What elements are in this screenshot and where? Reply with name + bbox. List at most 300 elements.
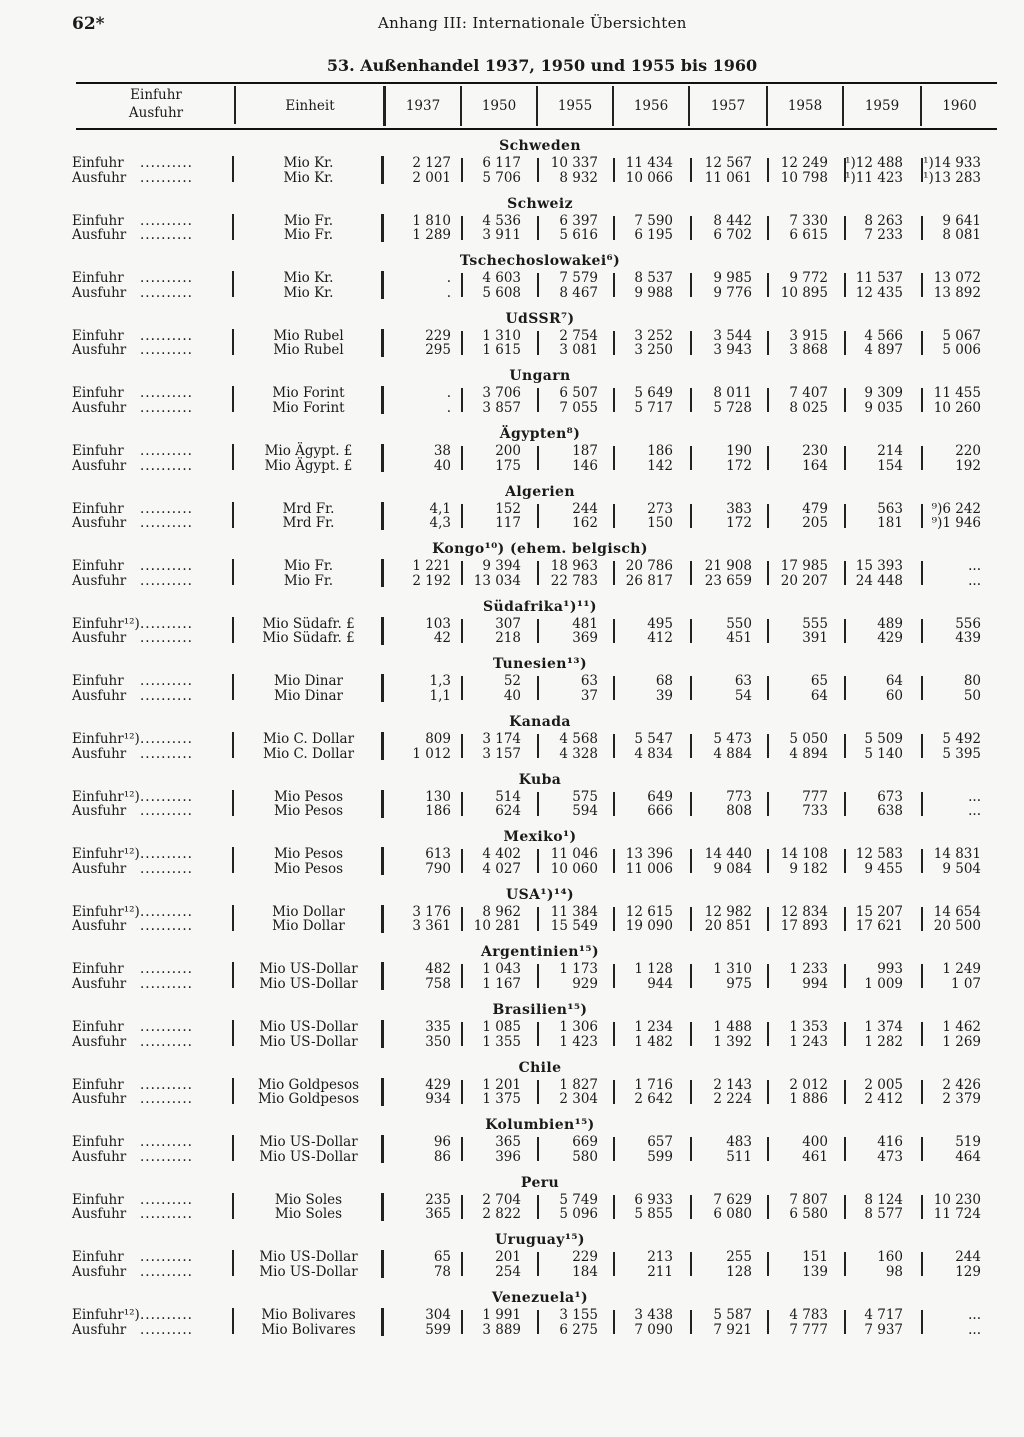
data-cell: . xyxy=(446,385,451,402)
data-cell: 10 895 xyxy=(780,284,828,301)
data-cell: 758 xyxy=(425,975,451,992)
data-cell: 23 659 xyxy=(704,572,752,589)
column-divider xyxy=(613,158,615,182)
data-cell: 391 xyxy=(802,630,828,647)
country-heading: UdSSR⁷) xyxy=(505,310,575,327)
data-cell: 8 025 xyxy=(789,399,828,416)
row-unit: Mio Dollar xyxy=(272,903,345,920)
data-cell: 11 455 xyxy=(933,385,981,402)
row-unit: Mio Bolivares xyxy=(261,1321,356,1338)
data-cell: 5 006 xyxy=(942,342,981,359)
data-cell: 4 897 xyxy=(864,342,903,359)
data-cell: 2 224 xyxy=(713,1091,752,1108)
data-cell: 8 537 xyxy=(634,270,673,287)
data-cell: 473 xyxy=(877,1148,903,1165)
data-cell: 40 xyxy=(433,457,451,474)
data-cell: 412 xyxy=(647,630,673,647)
column-divider xyxy=(921,1195,923,1219)
column-divider xyxy=(537,1195,539,1219)
data-cell: 483 xyxy=(726,1134,752,1151)
data-cell: 186 xyxy=(647,443,673,459)
leader-dots: .......... xyxy=(140,1019,193,1035)
column-divider xyxy=(844,849,846,873)
column-divider xyxy=(921,1137,923,1161)
data-cell: 11 537 xyxy=(855,270,903,287)
column-divider xyxy=(844,1310,846,1334)
column-divider xyxy=(613,1252,615,1276)
data-cell: 929 xyxy=(572,975,598,992)
column-divider xyxy=(537,734,539,758)
column-divider xyxy=(232,674,234,700)
data-cell: 1 353 xyxy=(789,1019,828,1035)
column-divider xyxy=(767,273,769,297)
data-cell: 657 xyxy=(647,1134,673,1151)
row-label: Ausfuhr xyxy=(72,515,127,532)
data-cell: 7 807 xyxy=(789,1191,828,1208)
data-cell: 10 260 xyxy=(933,399,981,416)
row-label: Ausfuhr xyxy=(72,803,127,820)
data-cell: 8 442 xyxy=(713,212,752,229)
data-cell: ... xyxy=(968,558,981,575)
data-cell: 1 810 xyxy=(412,212,451,229)
data-cell: 6 702 xyxy=(713,227,752,244)
data-cell: 7 777 xyxy=(789,1321,828,1338)
data-cell: 580 xyxy=(572,1148,598,1165)
column-divider xyxy=(613,561,615,585)
column-divider xyxy=(767,1137,769,1161)
column-divider xyxy=(461,1137,463,1161)
data-cell: 5 050 xyxy=(789,731,828,747)
leader-dots: .......... xyxy=(140,860,193,877)
data-cell: 4 027 xyxy=(482,860,521,877)
data-cell: 52 xyxy=(503,673,521,690)
data-cell: 190 xyxy=(726,443,752,459)
column-divider xyxy=(613,907,615,931)
column-divider xyxy=(767,1080,769,1104)
data-cell: 4 402 xyxy=(482,846,521,863)
header-year: 1960 xyxy=(942,98,977,114)
leader-dots: .......... xyxy=(140,1076,193,1093)
column-divider xyxy=(767,216,769,240)
data-cell: 9 455 xyxy=(864,860,903,877)
data-cell: 1 234 xyxy=(634,1019,673,1035)
column-divider xyxy=(381,444,384,472)
row-label: Einfuhr xyxy=(72,961,124,978)
column-divider xyxy=(690,1252,692,1276)
data-cell: 64 xyxy=(810,687,828,704)
data-cell: ¹)12 488 xyxy=(845,155,903,171)
column-divider xyxy=(537,792,539,816)
country-heading: Schweden xyxy=(499,138,581,154)
column-divider xyxy=(232,329,234,355)
row-label: Einfuhr xyxy=(72,1076,124,1093)
data-cell: 2 001 xyxy=(412,169,451,186)
data-cell: 22 783 xyxy=(550,572,598,589)
column-divider xyxy=(232,962,234,988)
data-cell: 205 xyxy=(802,515,828,532)
data-cell: 365 xyxy=(425,1206,451,1223)
data-cell: 464 xyxy=(955,1148,981,1165)
column-divider xyxy=(844,446,846,470)
data-cell: 1 375 xyxy=(482,1091,521,1108)
column-divider xyxy=(537,1252,539,1276)
data-cell: 5 749 xyxy=(559,1191,598,1208)
column-divider xyxy=(613,1080,615,1104)
data-cell: 666 xyxy=(647,803,673,820)
header-divider xyxy=(234,86,236,124)
column-divider xyxy=(921,504,923,528)
country-heading: Ägypten⁸) xyxy=(499,426,581,442)
column-divider xyxy=(921,331,923,355)
data-cell: 5 492 xyxy=(942,731,981,747)
data-cell: 3 706 xyxy=(482,385,521,402)
data-cell: 5 706 xyxy=(482,169,521,186)
data-cell: 519 xyxy=(955,1134,981,1151)
column-divider xyxy=(461,388,463,412)
data-cell: 3 544 xyxy=(713,327,752,344)
data-cell: 624 xyxy=(495,803,521,820)
data-cell: 1 827 xyxy=(559,1076,598,1093)
country-heading: Argentinien¹⁵) xyxy=(481,944,599,961)
column-divider xyxy=(921,619,923,643)
data-cell: 10 066 xyxy=(625,169,673,186)
data-cell: 10 798 xyxy=(780,169,828,186)
data-cell: 6 117 xyxy=(482,155,521,171)
column-divider xyxy=(767,158,769,182)
data-cell: 186 xyxy=(425,803,451,820)
header-year: 1959 xyxy=(864,98,900,114)
column-divider xyxy=(381,1308,384,1336)
column-divider xyxy=(690,504,692,528)
column-divider xyxy=(690,158,692,182)
row-unit: Mio Rubel xyxy=(273,327,344,344)
data-cell: 14 654 xyxy=(933,903,981,920)
data-cell: 4,3 xyxy=(429,515,451,532)
data-cell: 160 xyxy=(877,1249,903,1266)
data-cell: 201 xyxy=(495,1249,521,1266)
data-cell: 181 xyxy=(877,515,903,532)
data-cell: 416 xyxy=(877,1134,903,1151)
leader-dots: .......... xyxy=(140,1263,193,1280)
column-divider xyxy=(921,676,923,700)
column-divider xyxy=(690,964,692,988)
leader-dots: .......... xyxy=(140,1249,193,1266)
data-cell: 6 507 xyxy=(559,385,598,402)
row-unit: Mio Kr. xyxy=(283,284,334,301)
column-divider xyxy=(690,331,692,355)
data-cell: 7 233 xyxy=(864,227,903,244)
column-divider xyxy=(537,216,539,240)
column-divider xyxy=(844,619,846,643)
column-divider xyxy=(232,271,234,297)
country-heading: Kolumbien¹⁵) xyxy=(485,1117,595,1134)
country-heading: Peru xyxy=(520,1174,560,1191)
column-divider xyxy=(767,1022,769,1046)
data-cell: 461 xyxy=(802,1148,828,1165)
data-cell: 514 xyxy=(495,788,521,805)
row-label: Einfuhr xyxy=(72,1019,124,1035)
leader-dots: .......... xyxy=(140,1191,193,1208)
column-divider xyxy=(461,964,463,988)
column-divider xyxy=(537,676,539,700)
data-cell: 6 615 xyxy=(789,227,828,244)
data-cell: 975 xyxy=(726,975,752,992)
column-divider xyxy=(232,1078,234,1104)
column-divider xyxy=(613,1137,615,1161)
column-divider xyxy=(381,1193,384,1221)
column-divider xyxy=(690,619,692,643)
data-cell: 11 006 xyxy=(625,860,673,877)
data-cell: 3 252 xyxy=(634,327,673,344)
column-divider xyxy=(690,734,692,758)
leader-dots: .......... xyxy=(140,500,193,517)
column-divider xyxy=(537,158,539,182)
column-divider xyxy=(690,1310,692,1334)
data-cell: 3 174 xyxy=(482,731,521,747)
data-cell: 479 xyxy=(802,500,828,517)
leader-dots: .......... xyxy=(140,284,193,301)
row-unit: Mio Kr. xyxy=(283,155,334,171)
data-cell: 489 xyxy=(877,615,903,632)
header-year: 1937 xyxy=(405,98,441,114)
data-cell: 5 547 xyxy=(634,731,673,747)
data-cell: 14 440 xyxy=(704,846,752,863)
data-cell: 1 355 xyxy=(482,1033,521,1050)
country-heading: Algerien xyxy=(505,483,575,500)
data-cell: 1 423 xyxy=(559,1033,598,1050)
data-cell: 20 786 xyxy=(625,558,673,575)
column-divider xyxy=(537,964,539,988)
data-cell: 5 096 xyxy=(559,1206,598,1223)
column-divider xyxy=(767,734,769,758)
column-divider xyxy=(921,158,923,182)
data-cell: ¹)11 423 xyxy=(845,169,903,186)
data-cell: 7 407 xyxy=(789,385,828,402)
data-cell: 556 xyxy=(955,615,981,632)
data-cell: 1 374 xyxy=(864,1019,903,1035)
row-unit: Mio Pesos xyxy=(273,846,343,863)
data-cell: 599 xyxy=(647,1148,673,1165)
data-cell: 8 011 xyxy=(713,385,752,402)
data-cell: 613 xyxy=(425,846,451,863)
row-label: Einfuhr xyxy=(72,1191,124,1208)
leader-dots: .......... xyxy=(140,342,193,359)
data-cell: 54 xyxy=(734,687,752,704)
data-cell: 4 717 xyxy=(864,1307,903,1323)
column-divider xyxy=(381,329,384,357)
data-cell: 9 182 xyxy=(789,860,828,877)
row-label: Einfuhr xyxy=(72,385,124,402)
data-cell: 9 776 xyxy=(713,284,752,301)
row-unit: Mio Rubel xyxy=(273,342,344,359)
row-label: Einfuhr¹²) xyxy=(72,615,140,632)
data-cell: 4 568 xyxy=(559,731,598,747)
column-divider xyxy=(232,559,234,585)
data-cell: 669 xyxy=(572,1134,598,1151)
data-cell: 1,3 xyxy=(429,673,451,690)
data-cell: 1 009 xyxy=(864,975,903,992)
data-cell: 1 462 xyxy=(942,1019,981,1035)
data-cell: 17 893 xyxy=(780,918,828,935)
column-divider xyxy=(232,1308,234,1334)
data-cell: 4 566 xyxy=(864,327,903,344)
data-cell: 1 289 xyxy=(412,227,451,244)
row-label: Einfuhr¹²) xyxy=(72,788,140,805)
column-divider xyxy=(844,1022,846,1046)
data-cell: 3 868 xyxy=(789,342,828,359)
data-cell: 142 xyxy=(647,457,673,474)
column-divider xyxy=(381,847,384,875)
data-cell: 13 396 xyxy=(625,846,673,863)
data-cell: 117 xyxy=(495,515,521,532)
country-heading: Uruguay¹⁵) xyxy=(495,1232,585,1249)
data-cell: ... xyxy=(968,788,981,805)
leader-dots: .......... xyxy=(140,731,193,747)
leader-dots: .......... xyxy=(140,673,193,690)
data-cell: 3 911 xyxy=(482,227,521,244)
row-label: Einfuhr¹²) xyxy=(72,903,140,920)
column-divider xyxy=(844,1195,846,1219)
data-cell: 211 xyxy=(647,1263,673,1280)
data-cell: 2 192 xyxy=(412,572,451,589)
column-divider xyxy=(921,792,923,816)
data-cell: . xyxy=(446,270,451,287)
data-cell: 6 275 xyxy=(559,1321,598,1338)
column-divider xyxy=(690,273,692,297)
data-cell: 26 817 xyxy=(625,572,673,589)
data-cell: 103 xyxy=(425,615,451,632)
data-cell: 3 081 xyxy=(559,342,598,359)
column-divider xyxy=(767,1195,769,1219)
data-cell: 673 xyxy=(877,788,903,805)
column-divider xyxy=(690,1022,692,1046)
column-divider xyxy=(461,1310,463,1334)
data-cell: 15 393 xyxy=(855,558,903,575)
data-cell: 295 xyxy=(425,342,451,359)
row-label: Einfuhr xyxy=(72,443,124,459)
data-cell: 481 xyxy=(572,615,598,632)
data-cell: 187 xyxy=(572,443,598,459)
column-divider xyxy=(844,907,846,931)
data-cell: 396 xyxy=(495,1148,521,1165)
row-label: Einfuhr¹²) xyxy=(72,731,140,747)
data-cell: 5 395 xyxy=(942,745,981,762)
row-unit: Mrd Fr. xyxy=(282,500,335,517)
data-cell: ¹)13 283 xyxy=(923,169,981,186)
column-divider xyxy=(461,331,463,355)
data-cell: 1 233 xyxy=(789,961,828,978)
row-unit: Mio Dinar xyxy=(274,673,343,690)
row-unit: Mio Goldpesos xyxy=(257,1076,360,1093)
data-cell: 14 831 xyxy=(933,846,981,863)
data-cell: 129 xyxy=(955,1263,981,1280)
row-unit: Mio Kr. xyxy=(283,169,334,186)
row-unit: Mio Forint xyxy=(272,385,345,402)
column-divider xyxy=(921,446,923,470)
data-cell: 8 932 xyxy=(559,169,598,186)
data-cell: 2 012 xyxy=(789,1076,828,1093)
column-divider xyxy=(767,1310,769,1334)
row-unit: Mio Fr. xyxy=(283,558,334,575)
data-cell: 11 046 xyxy=(550,846,598,863)
data-cell: 235 xyxy=(425,1191,451,1208)
row-unit: Mio US-Dollar xyxy=(259,1019,358,1035)
column-divider xyxy=(921,849,923,873)
country-heading: Kongo¹⁰) (ehem. belgisch) xyxy=(432,541,648,558)
data-cell: 1 269 xyxy=(942,1033,981,1050)
leader-dots: .......... xyxy=(140,903,193,920)
leader-dots: .......... xyxy=(140,1148,193,1165)
data-cell: 128 xyxy=(726,1263,752,1280)
data-cell: 1 173 xyxy=(559,961,598,978)
row-unit: Mio Südafr. £ xyxy=(262,615,355,632)
data-cell: 1 482 xyxy=(634,1033,673,1050)
data-cell: 20 500 xyxy=(933,918,981,935)
leader-dots: .......... xyxy=(140,212,193,229)
data-cell: 304 xyxy=(425,1307,451,1323)
data-cell: 4 834 xyxy=(634,745,673,762)
column-divider xyxy=(232,847,234,873)
row-unit: Mio Südafr. £ xyxy=(262,630,355,647)
data-cell: 80 xyxy=(963,673,981,690)
column-divider xyxy=(232,905,234,931)
data-cell: 11 724 xyxy=(933,1206,981,1223)
column-divider xyxy=(767,446,769,470)
data-cell: 2 412 xyxy=(864,1091,903,1108)
row-unit: Mio US-Dollar xyxy=(259,1033,358,1050)
column-divider xyxy=(690,907,692,931)
leader-dots: .......... xyxy=(140,615,193,632)
column-divider xyxy=(844,388,846,412)
column-divider xyxy=(232,617,234,643)
data-cell: 934 xyxy=(425,1091,451,1108)
data-cell: 8 577 xyxy=(864,1206,903,1223)
column-divider xyxy=(537,1310,539,1334)
column-divider xyxy=(921,273,923,297)
row-unit: Mio Ägypt. £ xyxy=(264,457,353,474)
data-cell: 575 xyxy=(572,788,598,805)
top-rule xyxy=(76,82,997,84)
column-divider xyxy=(381,271,384,299)
data-cell: 60 xyxy=(885,687,903,704)
data-cell: 11 061 xyxy=(704,169,752,186)
leader-dots: .......... xyxy=(140,155,193,171)
data-cell: 944 xyxy=(647,975,673,992)
column-divider xyxy=(461,792,463,816)
column-divider xyxy=(921,216,923,240)
column-divider xyxy=(232,214,234,240)
row-unit: Mio US-Dollar xyxy=(259,1148,358,1165)
data-cell: 2 304 xyxy=(559,1091,598,1108)
data-cell: 42 xyxy=(433,630,451,647)
column-divider xyxy=(767,504,769,528)
data-cell: 10 337 xyxy=(550,155,598,171)
data-cell: 9 084 xyxy=(713,860,752,877)
column-divider xyxy=(844,273,846,297)
column-divider xyxy=(232,790,234,816)
data-cell: 184 xyxy=(572,1263,598,1280)
data-cell: 1 043 xyxy=(482,961,521,978)
data-cell: 175 xyxy=(495,457,521,474)
data-cell: ... xyxy=(968,1307,981,1323)
data-cell: 244 xyxy=(955,1249,981,1266)
column-divider xyxy=(232,1135,234,1161)
country-heading: Chile xyxy=(518,1059,562,1076)
data-cell: 200 xyxy=(495,443,521,459)
data-cell: 17 985 xyxy=(780,558,828,575)
row-unit: Mio Soles xyxy=(274,1206,343,1223)
data-cell: 3 889 xyxy=(482,1321,521,1338)
